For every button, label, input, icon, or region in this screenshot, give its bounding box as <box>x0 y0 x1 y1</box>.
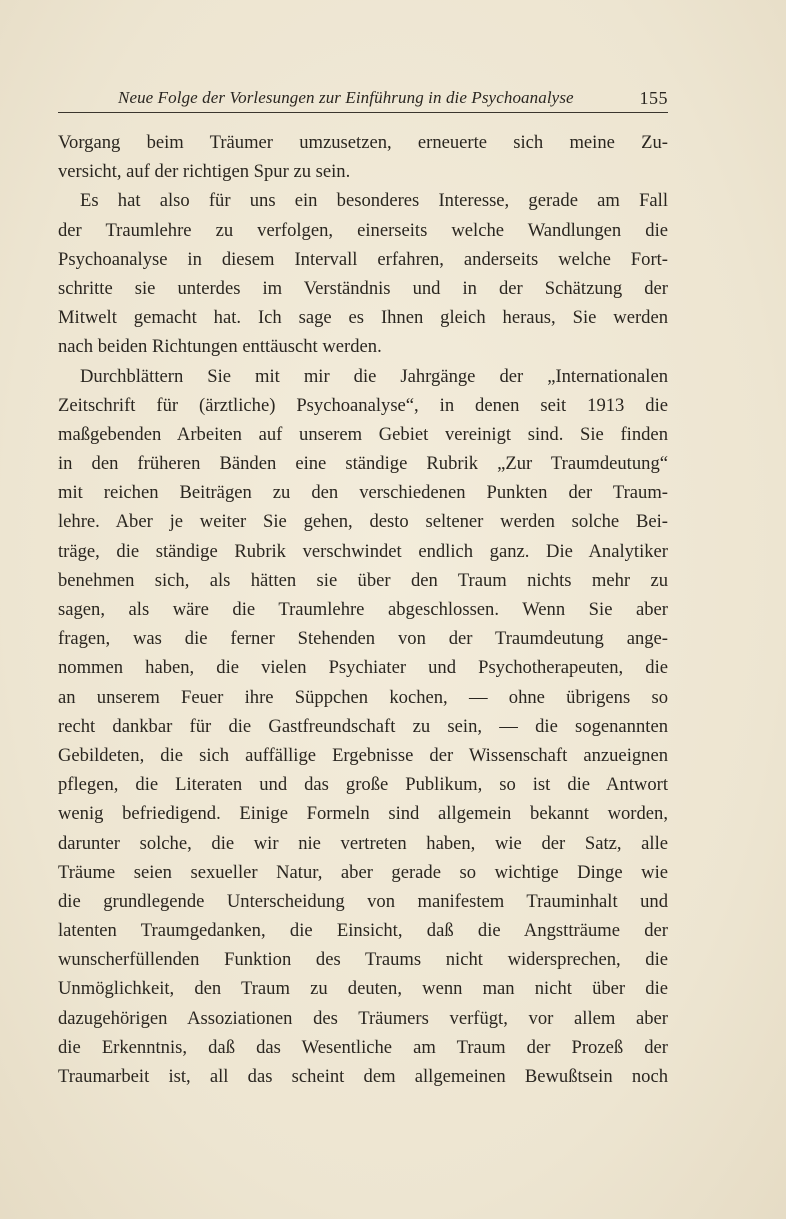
text-line: schritte sie unterdes im Verständnis und in der Schätzung der <box>58 277 668 299</box>
text-line: lehre. Aber je weiter Sie gehen, desto seltener werden solche Bei- <box>58 511 668 533</box>
text-line: Träume seien sexueller Natur, aber gerade so wichtige Dinge wie <box>58 861 668 883</box>
text-line: sagen, als wäre die Traumlehre abgeschlossen. Wenn Sie aber <box>58 599 668 620</box>
text-line: mit reichen Beiträgen zu den verschiedenen Punkten der Traum- <box>58 482 668 504</box>
text-line: maßgebenden Arbeiten auf unserem Gebiet vereinigt sind. Sie finden <box>58 423 668 445</box>
text-line: Zeitschrift für (ärztliche) Psychoanalyse“, in denen seit 1913 die <box>58 394 668 416</box>
text-line: pflegen, die Literaten und das große Publikum, so ist die Antwort <box>58 774 668 796</box>
text-line: recht dankbar für die Gastfreundschaft zu sein, — die sogenannten <box>58 715 668 737</box>
text-line: in den früheren Bänden eine ständige Rubrik „Zur Traumdeutung“ <box>58 453 668 475</box>
text-line: wenig befriedigend. Einige Formeln sind allgemein bekannt worden, <box>58 803 668 825</box>
text-line: versicht, auf der richtigen Spur zu sein. <box>58 161 351 183</box>
text-line: nach beiden Richtungen enttäuscht werden. <box>58 336 382 358</box>
page-header <box>58 82 668 113</box>
text-line: träge, die ständige Rubrik verschwindet endlich ganz. Die Analytiker <box>58 540 668 562</box>
page-number: 155 <box>639 88 668 108</box>
text-line: der Traumlehre zu verfolgen, einerseits welche Wandlungen die <box>58 219 668 241</box>
text-line: die Erkenntnis, daß das Wesentliche am Traum der Prozeß der <box>58 1036 668 1058</box>
text-line: fragen, was die ferner Stehenden von der Traumdeutung ange- <box>58 628 668 650</box>
running-title: Neue Folge der Vorlesungen zur Einführung in die Psychoanalyse <box>118 88 574 107</box>
text-line: latenten Traumgedanken, die Einsicht, daß die Angstträume der <box>58 920 668 942</box>
text-line: Es hat also für uns ein besonderes Interesse, gerade am Fall <box>80 190 668 212</box>
text-line: wunscherfüllenden Funktion des Traums nicht widersprechen, die <box>58 949 668 971</box>
text-line: Durchblättern Sie mit mir die Jahrgänge der „Internationalen <box>80 365 668 387</box>
text-line: Mitwelt gemacht hat. Ich sage es Ihnen gleich heraus, Sie werden <box>58 307 668 329</box>
text-line: darunter solche, die wir nie vertreten haben, wie der Satz, alle <box>58 832 668 854</box>
text-line: Gebildeten, die sich auffällige Ergebnisse der Wissenschaft anzueignen <box>58 744 668 766</box>
text-line: Psychoanalyse in diesem Intervall erfahren, anderseits welche Fort- <box>58 248 668 270</box>
body-text <box>58 128 668 1091</box>
text-line: an unserem Feuer ihre Süppchen kochen, — ohne übrigens so <box>58 686 668 708</box>
text-line: dazugehörigen Assoziationen des Träumers verfügt, vor allem aber <box>58 1007 668 1029</box>
text-line: Traumarbeit ist, all das scheint dem allgemeinen Bewußtsein noch <box>58 1066 668 1087</box>
text-line: nommen haben, die vielen Psychiater und Psychotherapeuten, die <box>58 657 668 679</box>
text-line: die grundlegende Unterscheidung von manifestem Trauminhalt und <box>58 890 668 912</box>
text-line: Unmöglichkeit, den Traum zu deuten, wenn man nicht über die <box>58 978 668 1000</box>
text-line: Vorgang beim Träumer umzusetzen, erneuerte sich meine Zu- <box>58 132 668 153</box>
text-line: benehmen sich, als hätten sie über den Traum nichts mehr zu <box>58 569 668 591</box>
